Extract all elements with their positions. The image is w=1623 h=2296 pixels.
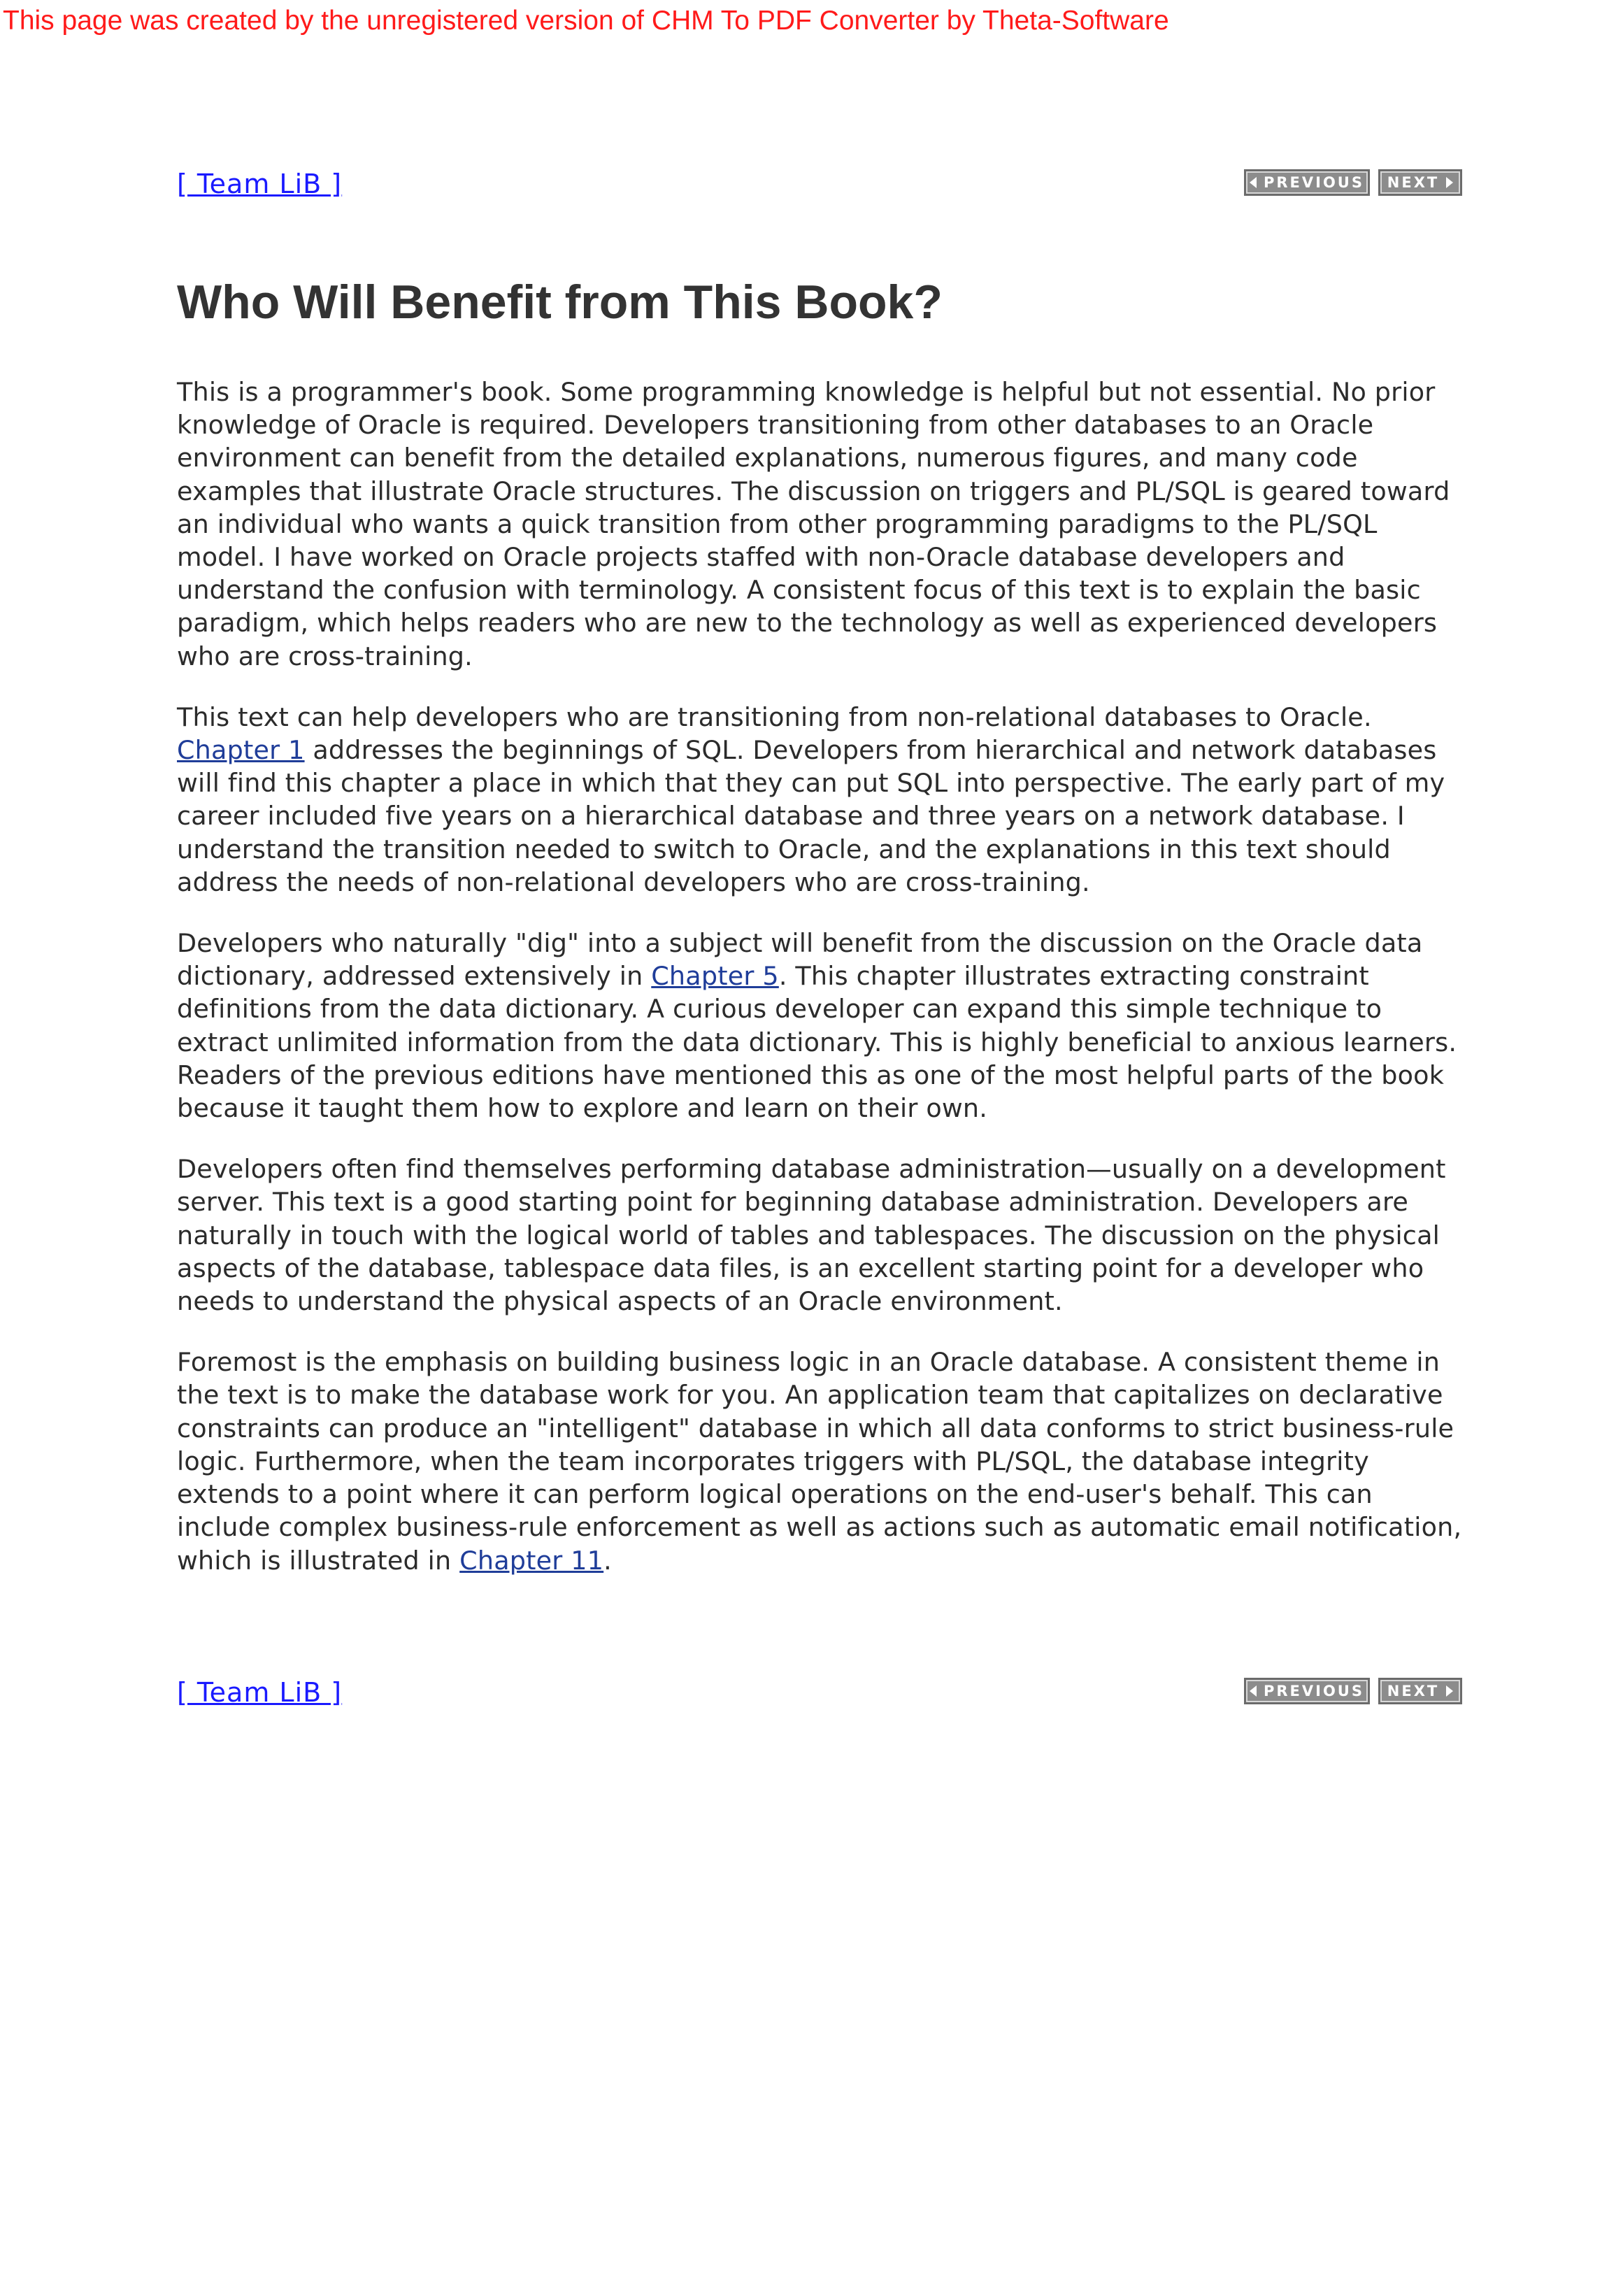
paragraph-5-text-a: Foremost is the emphasis on building business logic in an Oracle database. A consistent theme in the text is to make the database work for you. An application team that capitalizes on declarative constraints can produce an "intelligent" database in which all data conforms to strict business-rule logic. Furthermore, when the team incorporates triggers with PL/SQL, the database integrity extends to a point where it can perform logical operations on the end-user's behalf. This can include complex business-rule enforcement as well as actions such as automatic email notification, which is illustrated in: [177, 1347, 1462, 1576]
page-title: Who Will Benefit from This Book?: [177, 276, 943, 329]
paragraph-4: Developers often find themselves performing database administration—usually on a development server. This text is a good starting point for beginning database administration. Developers are naturally in touch with the logical world of tables and tablespaces. The discussion on the physical aspects of the database, tablespace data files, is an excellent starting point for a developer who needs to understand the physical aspects of an Oracle environment.: [177, 1154, 1446, 1317]
paragraph-3: [177, 927, 1462, 1125]
pager-buttons-bottom: [1244, 1678, 1462, 1704]
previous-label: PREVIOUS: [1263, 174, 1364, 191]
article-body: [177, 376, 1462, 1605]
team-lib-link-bottom[interactable]: [ Team LiB ]: [177, 1677, 343, 1708]
next-button-top[interactable]: [1378, 169, 1462, 196]
arrow-right-icon: [1446, 1685, 1453, 1697]
previous-button-bottom[interactable]: [1244, 1678, 1370, 1704]
arrow-left-icon: [1250, 1685, 1257, 1697]
paragraph-2-text-a: This text can help developers who are transitioning from non-relational databases to Oracle.: [177, 701, 1372, 732]
next-button-bottom[interactable]: [1378, 1678, 1462, 1704]
converter-watermark: This page was created by the unregistered version of CHM To PDF Converter by Theta-Software: [3, 6, 1169, 36]
paragraph-3-text-a: Developers who naturally "dig" into a subject will benefit from the discussion on the Oracle data dictionary, addressed extensively in: [177, 928, 1423, 992]
previous-label: PREVIOUS: [1263, 1683, 1364, 1699]
arrow-right-icon: [1446, 177, 1453, 188]
chapter-1-link[interactable]: Chapter 1: [177, 735, 305, 766]
top-navigation: [177, 168, 1462, 200]
pager-buttons-top: [1244, 169, 1462, 196]
bottom-navigation: [177, 1676, 1462, 1709]
team-lib-link-top[interactable]: [ Team LiB ]: [177, 169, 343, 199]
next-label: NEXT: [1387, 174, 1440, 191]
arrow-left-icon: [1250, 177, 1257, 188]
previous-button-top[interactable]: [1244, 169, 1370, 196]
paragraph-5: [177, 1346, 1462, 1576]
paragraph-3-text-b: . This chapter illustrates extracting constraint definitions from the data dictionary. A curious developer can expand this simple technique to extract unlimited information from the data dictionary. This is highly beneficial to anxious learners. Readers of the previous editions have mentioned this as one of the most helpful parts of the book because it taught them how to explore and learn on their own.: [177, 961, 1457, 1124]
next-label: NEXT: [1387, 1683, 1440, 1699]
chapter-5-link[interactable]: Chapter 5: [651, 961, 779, 992]
paragraph-1: This is a programmer's book. Some programming knowledge is helpful but not essential. No prior knowledge of Oracle is required. Developers transitioning from other databases to an Oracle environment can benefit from the detailed explanations, numerous figures, and many code examples that illustrate Oracle structures. The discussion on triggers and PL/SQL is geared toward an individual who wants a quick transition from other programming paradigms to the PL/SQL model. I have worked on Oracle projects staffed with non-Oracle database developers and understand the confusion with terminology. A consistent focus of this text is to explain the basic paradigm, which helps readers who are new to the technology as well as experienced developers who are cross-training.: [177, 377, 1450, 671]
chapter-11-link[interactable]: Chapter 11: [459, 1545, 604, 1576]
paragraph-5-text-b: .: [603, 1545, 612, 1576]
paragraph-2: [177, 701, 1462, 899]
paragraph-2-text-b: addresses the beginnings of SQL. Developers from hierarchical and network databases will find this chapter a place in which that they can put SQL into perspective. The early part of my career included five years on a hierarchical database and three years on a network database. I understand the transition needed to switch to Oracle, and the explanations in this text should address the needs of non-relational developers who are cross-training.: [177, 735, 1445, 897]
